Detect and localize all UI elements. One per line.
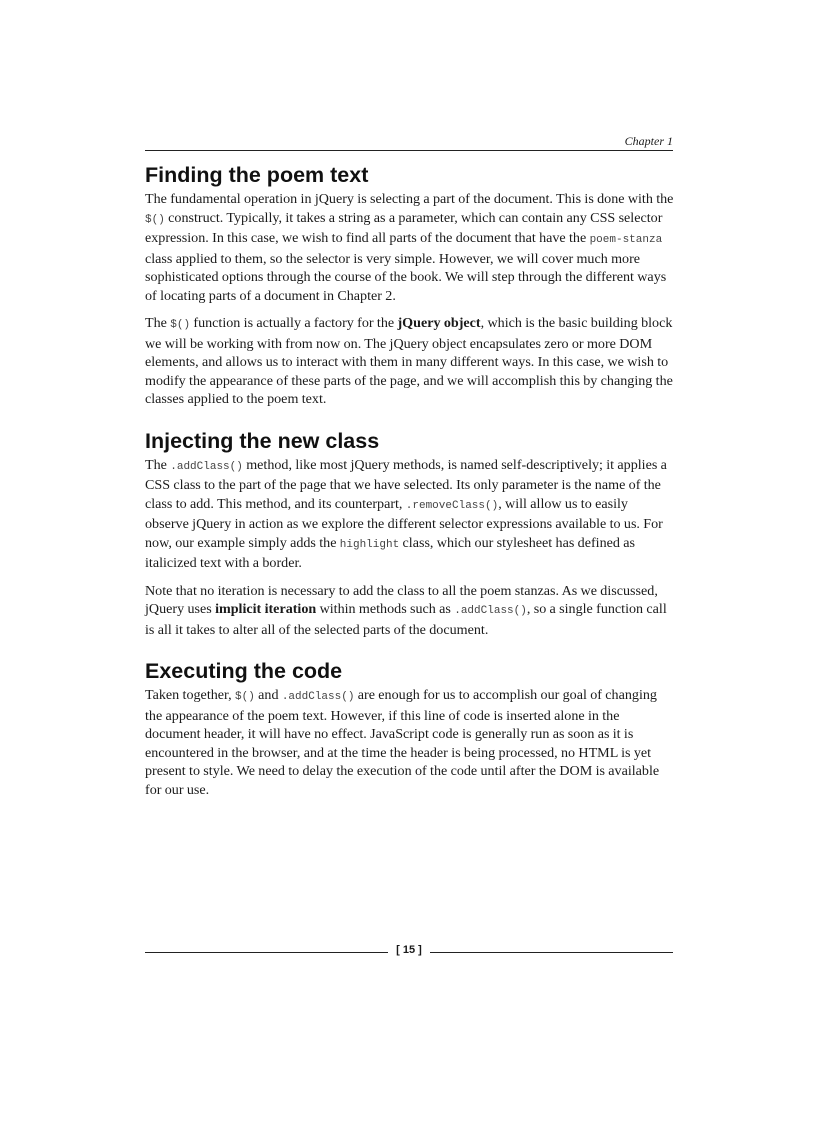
section-heading: Finding the poem text	[145, 163, 369, 187]
inline-code: $()	[170, 319, 191, 331]
text-run: class, which our stylesheet has defined as italicized text with a border.	[145, 534, 635, 571]
text-run: , so a single function call is all it takes to alter all of the selected parts of the document.	[145, 601, 667, 638]
section-heading: Injecting the new class	[145, 428, 380, 453]
text-run: The fundamental operation in jQuery is selecting a part of the document. This is done with the	[145, 191, 674, 207]
section-finding-poem-text	[145, 160, 675, 409]
text-run: function is actually a factory for the	[190, 315, 398, 331]
section-injecting-new-class	[145, 426, 675, 640]
page-number: [ 15 ]	[396, 944, 422, 956]
page-footer	[145, 943, 673, 963]
inline-code: .removeClass()	[405, 499, 499, 512]
text-run: Note that no iteration is necessary to add the class to all the poem stanzas. As we discussed, jQuery uses	[145, 582, 658, 617]
header-rule	[145, 150, 673, 151]
inline-code: .addClass()	[170, 460, 243, 473]
text-run: The	[145, 456, 171, 473]
inline-code: highlight	[339, 538, 400, 551]
chapter-label: Chapter 1	[624, 134, 673, 148]
footer-rule-right	[430, 952, 673, 953]
paragraph	[145, 686, 675, 799]
inline-code: $()	[235, 691, 255, 703]
paragraph	[145, 190, 675, 305]
paragraph	[145, 314, 675, 409]
section-executing-code	[145, 656, 675, 799]
footer-rule-left	[145, 952, 388, 953]
inline-code: $()	[145, 213, 165, 226]
text-run: , will allow us to easily observe jQuery in action as we explore the different selector expressions available to us. For now, our example simply adds the	[145, 495, 663, 551]
text-run: Taken together,	[145, 687, 236, 703]
text-run: within methods such as	[316, 601, 455, 617]
text-run: are enough for us to accomplish our goal of changing the appearance of the poem text. However, if this line of code is inserted alone in the document header, it will have no effect. JavaScript code is generally run as soon as it is encountered in the browser, and at the time the header is being processed, no HTML is yet present to style. We need to delay the execution of the code until after the DOM is available for our use.	[145, 687, 660, 798]
text-run: The	[145, 315, 171, 331]
inline-code: .addClass()	[281, 691, 355, 703]
paragraph	[145, 582, 675, 640]
text-run: construct. Typically, it takes a string as a parameter, which can contain any CSS selector expression. In this case, we wish to find all parts of the document that have the	[145, 209, 663, 246]
bold-term: jQuery object	[397, 315, 481, 331]
bold-term: implicit iteration	[215, 601, 317, 617]
paragraph	[145, 456, 675, 573]
text-run: , which is the basic building block we will be working with from now on. The jQuery object encapsulates zero or more DOM elements, and allows us to interact with them in many different ways. In this case, we wish to modify the appearance of these parts of the page, and we will accomplish this by changing the classes applied to the poem text.	[145, 315, 673, 407]
inline-code: .addClass()	[454, 605, 527, 617]
page-body	[145, 160, 675, 799]
inline-code: poem-stanza	[589, 234, 663, 246]
text-run: class applied to them, so the selector is very simple. However, we will cover much more sophisticated options through the course of the book. We will step through the different ways of locating parts of a document in Chapter 2.	[145, 250, 667, 304]
text-run: method, like most jQuery methods, is named self-descriptively; it applies a CSS class to the part of the page that we have selected. Its only parameter is the name of the class to add. This method, and its counterpart,	[145, 456, 667, 512]
section-heading: Executing the code	[145, 659, 343, 683]
text-run: and	[254, 687, 282, 703]
